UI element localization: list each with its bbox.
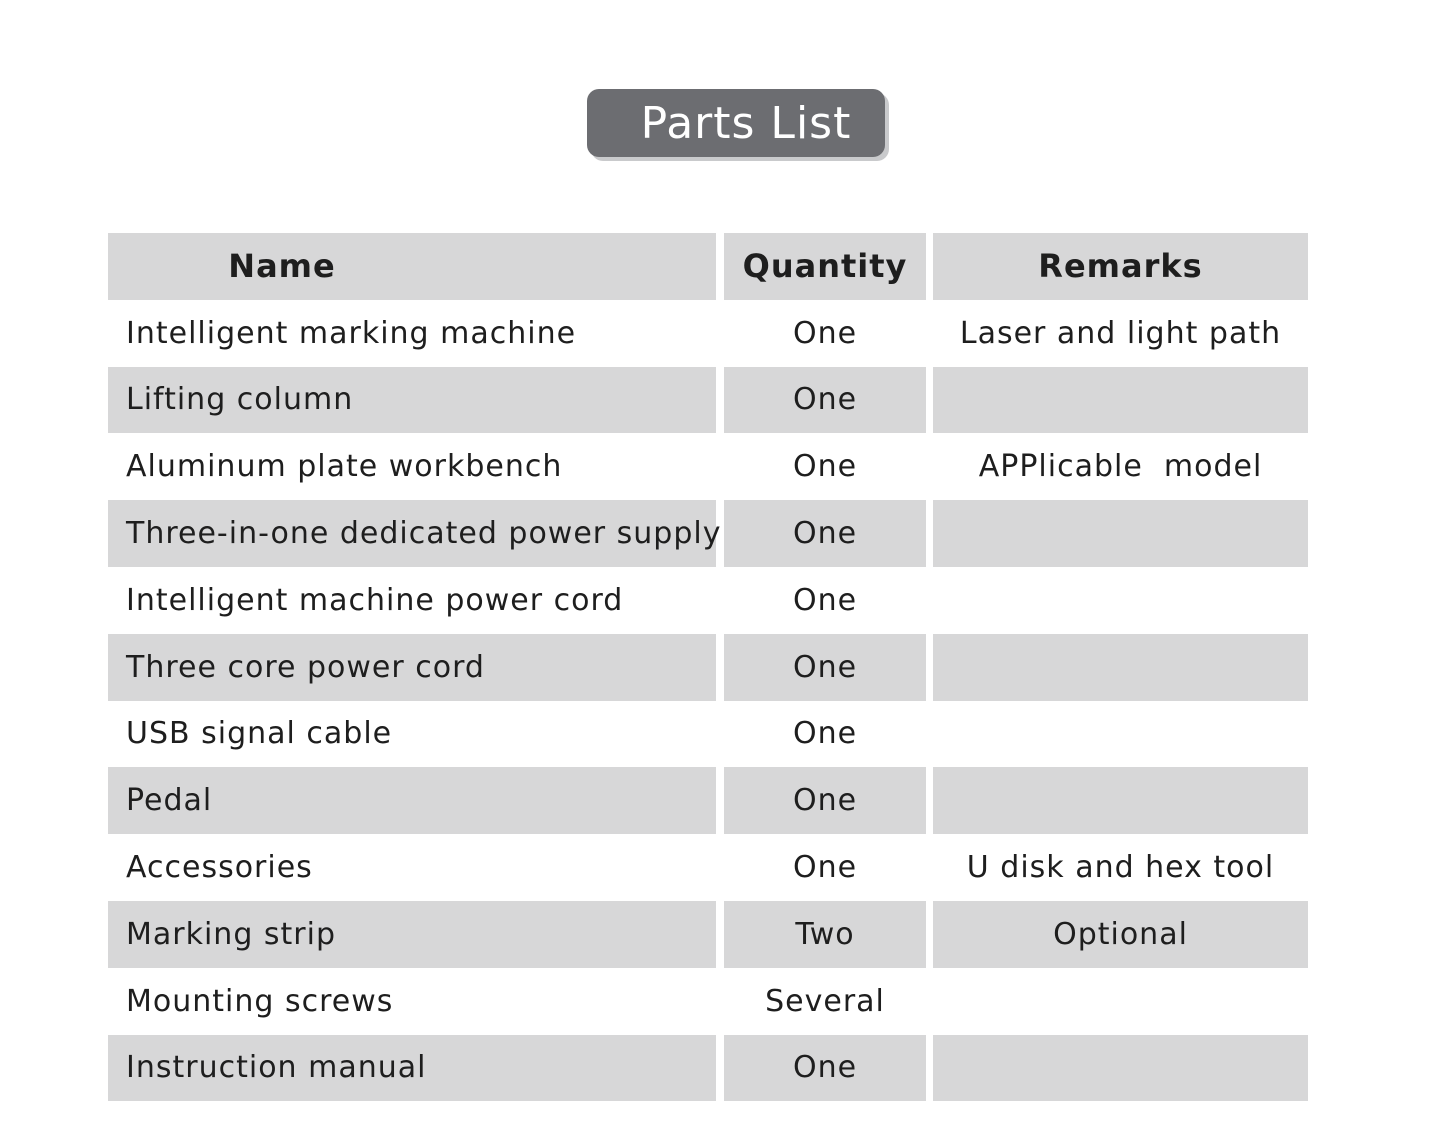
part-remarks [933, 367, 1308, 434]
part-quantity: One [724, 634, 926, 701]
part-quantity: One [724, 767, 926, 834]
part-name: Aluminum plate workbench [126, 449, 563, 485]
table-row [108, 567, 1308, 634]
part-quantity: One [792, 582, 858, 618]
part-name: Pedal [108, 767, 716, 834]
part-name: Three core power cord [108, 634, 716, 701]
part-name: Accessories [126, 850, 313, 886]
table-header-row [108, 233, 1308, 300]
part-name: Marking strip [108, 901, 716, 968]
table-row [108, 367, 1308, 434]
table-row [108, 500, 1308, 567]
part-quantity: One [724, 1035, 926, 1102]
part-quantity: One [792, 850, 858, 886]
part-quantity: Two [724, 901, 926, 968]
header-quantity: Quantity [724, 233, 926, 300]
part-remarks [933, 1035, 1308, 1102]
table-row [108, 767, 1308, 834]
table-row [108, 701, 1308, 768]
page-title: Parts List [587, 89, 885, 157]
part-name: Intelligent machine power cord [126, 582, 624, 618]
part-name: Intelligent marking machine [126, 315, 577, 351]
part-name: Mounting screws [126, 983, 394, 1019]
part-remarks: U disk and hex tool [966, 850, 1275, 886]
part-remarks: Optional [933, 901, 1308, 968]
part-remarks [933, 634, 1308, 701]
table-row [108, 901, 1308, 968]
part-remarks [933, 968, 1308, 1035]
part-name: Three-in-one dedicated power supply [108, 500, 716, 567]
parts-table [108, 233, 1308, 1101]
part-remarks: APPlicable model [978, 449, 1263, 485]
part-name: Instruction manual [108, 1035, 716, 1102]
part-quantity: One [792, 449, 858, 485]
part-quantity: Several [765, 983, 885, 1019]
table-row [108, 834, 1308, 901]
header-remarks: Remarks [933, 233, 1308, 300]
part-quantity: One [724, 367, 926, 434]
part-remarks [933, 767, 1308, 834]
part-name: Lifting column [108, 367, 716, 434]
part-remarks [933, 567, 1308, 634]
table-row [108, 634, 1308, 701]
table-row [108, 300, 1308, 367]
part-quantity: One [792, 716, 858, 752]
part-remarks [933, 701, 1308, 768]
part-remarks [933, 500, 1308, 567]
part-name: USB signal cable [126, 716, 393, 752]
part-remarks: Laser and light path [959, 315, 1282, 351]
table-row [108, 968, 1308, 1035]
part-quantity: One [724, 500, 926, 567]
part-quantity: One [792, 315, 858, 351]
table-row [108, 433, 1308, 500]
header-name: Name [108, 233, 716, 300]
table-row [108, 1035, 1308, 1102]
